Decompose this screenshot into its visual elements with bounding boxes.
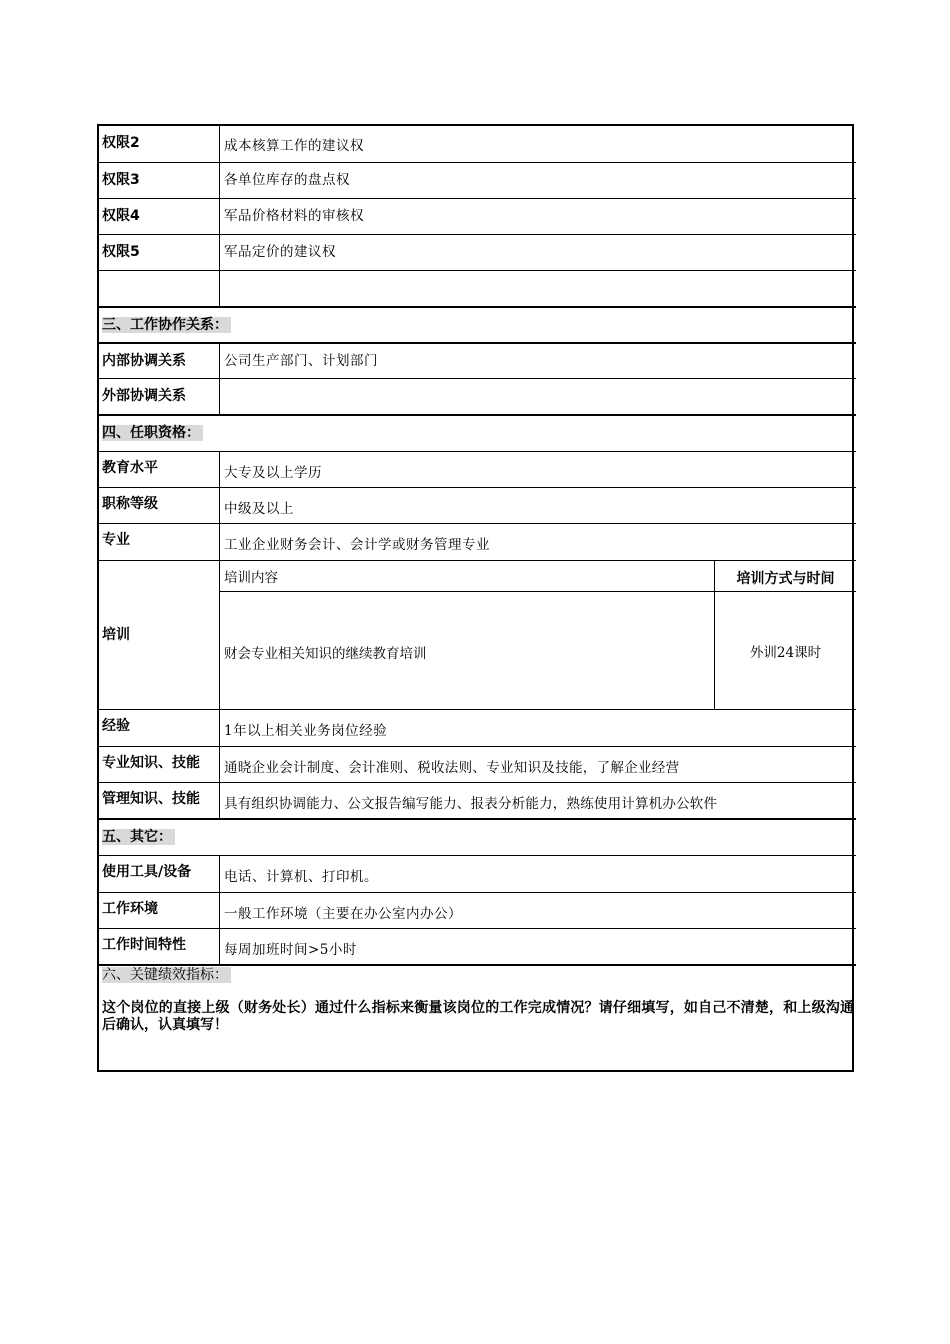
kpi-instructions: 这个岗位的直接上级（财务处长）通过什么指标来衡量该岗位的工作完成情况？请仔细填写，如自己不清楚，和上级沟通后确认，认真填写！ — [102, 1000, 854, 1033]
major-label: 专业 — [99, 524, 220, 560]
management-label: 管理知识、技能 — [99, 783, 220, 818]
section-3-title: 三、工作协作关系： — [99, 308, 856, 342]
authority-row-empty — [99, 270, 856, 306]
authority-value: 各单位库存的盘点权 — [224, 172, 350, 188]
education-row — [99, 452, 856, 487]
authority-row-3 — [99, 162, 856, 198]
section-6-title: 六、关键绩效指标： — [99, 965, 856, 987]
training-content: 财会专业相关知识的继续教育培训 — [220, 592, 715, 709]
skills-row — [99, 747, 856, 782]
work-time-row — [99, 929, 856, 964]
experience-label: 经验 — [99, 710, 220, 746]
environment-value: 一般工作环境（主要在办公室内办公） — [224, 906, 462, 922]
tools-value: 电话、计算机、打印机。 — [224, 869, 378, 885]
tools-label: 使用工具/设备 — [99, 856, 220, 892]
authority-row-2 — [99, 126, 856, 162]
education-value: 大专及以上学历 — [224, 465, 322, 481]
skills-label: 专业知识、技能 — [99, 747, 220, 782]
training-label: 培训 — [99, 561, 220, 709]
tools-row — [99, 856, 856, 892]
training-method-header: 培训方式与时间 — [736, 571, 835, 587]
environment-row — [99, 893, 856, 928]
training-content-header: 培训内容 — [220, 561, 715, 591]
work-time-label: 工作时间特性 — [99, 929, 220, 964]
authority-label: 权限2 — [99, 126, 220, 162]
section-5-title: 五、其它： — [99, 820, 856, 854]
management-value: 具有组织协调能力、公文报告编写能力、报表分析能力，熟练使用计算机办公软件 — [224, 796, 718, 812]
internal-label: 内部协调关系 — [99, 344, 220, 378]
authority-value: 军品价格材料的审核权 — [224, 208, 364, 224]
title-level-value: 中级及以上 — [224, 501, 294, 517]
internal-value: 公司生产部门、计划部门 — [224, 353, 378, 369]
authority-row-4 — [99, 198, 856, 234]
authority-row-5 — [99, 234, 856, 270]
job-description-table — [97, 124, 854, 1072]
experience-row — [99, 710, 856, 746]
authority-label: 权限3 — [99, 162, 220, 198]
management-row — [99, 783, 856, 818]
skills-value: 通晓企业会计制度、会计准则、税收法则、专业知识及技能，了解企业经营 — [224, 760, 680, 776]
authority-value: 成本核算工作的建议权 — [224, 138, 364, 154]
authority-label: 权限5 — [99, 234, 220, 270]
education-label: 教育水平 — [99, 452, 220, 487]
external-coordination-row — [99, 379, 856, 414]
experience-value: 1年以上相关业务岗位经验 — [224, 723, 388, 739]
internal-coordination-row — [99, 344, 856, 378]
work-time-value: 每周加班时间>5小时 — [224, 942, 357, 958]
environment-label: 工作环境 — [99, 893, 220, 928]
external-value — [220, 379, 856, 414]
major-value: 工业企业财务会计、会计学或财务管理专业 — [224, 537, 490, 553]
title-level-label: 职称等级 — [99, 488, 220, 523]
section-4-title: 四、任职资格： — [99, 416, 856, 450]
title-level-row — [99, 488, 856, 523]
training-row — [99, 561, 856, 709]
major-row — [99, 524, 856, 560]
training-method: 外训24课时 — [749, 645, 822, 661]
authority-value: 军品定价的建议权 — [224, 244, 336, 260]
authority-label: 权限4 — [99, 198, 220, 234]
external-label: 外部协调关系 — [99, 379, 220, 414]
